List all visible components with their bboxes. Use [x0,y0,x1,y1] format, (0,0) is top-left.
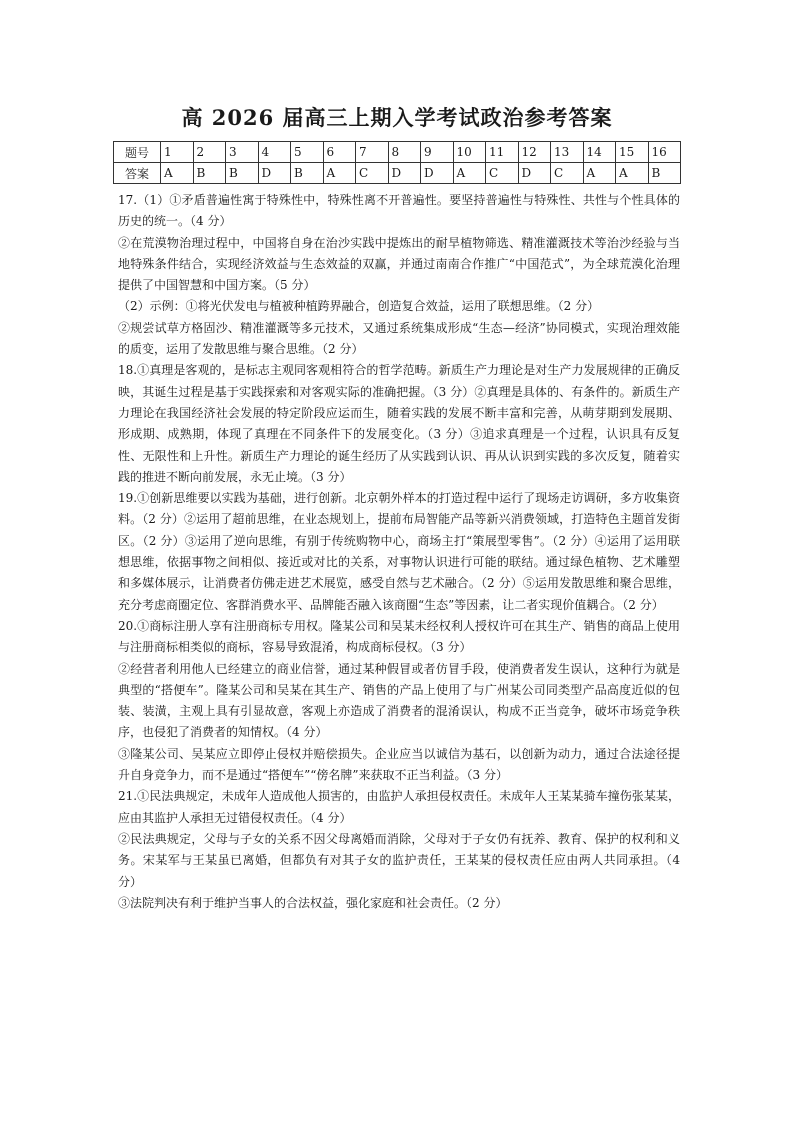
answer-cell: A [616,163,649,184]
question-number-cell: 14 [583,142,616,163]
answer-cell: C [486,163,519,184]
answer-cell: B [291,163,324,184]
question-number-cell: 2 [193,142,226,163]
answer-cell: B [193,163,226,184]
answer-paragraph: 18.①真理是客观的，是标志主观同客观相符合的哲学范畴。新质生产力理论是对生产力发展规律的正确反映，其诞生过程是基于实践探索和对客观实际的准确把握。（3 分）②真理是具体的、有条件的。新质生产力理论在我国经济社会发展的特定阶段应运而生，随着实践的发展不断丰富和完善，从萌芽期到发展期、形成期、成熟期，体现了真理在不同条件下的发展变化。（3 分）③追求真理是一个过程，认识具有反复性、无限性和上升性。新质生产力理论的诞生经历了从实践到认识、再从认识到实践的多次反复，随着实践的推进不断向前发展，永无止境。（3 分） [118,363,680,484]
question-number-cell: 10 [453,142,486,163]
question-number-cell: 15 [616,142,649,163]
row-label-question-number: 题号 [114,142,161,163]
answer-paragraph: 21.①民法典规定，未成年人造成他人损害的，由监护人承担侵权责任。未成年人王某某骑车撞伤张某某，应由其监护人承担无过错侵权责任。（4 分） [118,789,680,825]
question-number-cell: 16 [648,142,681,163]
question-number-cell: 13 [551,142,584,163]
question-number-cell: 8 [388,142,421,163]
answer-cell: A [583,163,616,184]
answer-row [114,163,681,184]
page-title: 高 2026 届高三上期入学考试政治参考答案 [181,105,613,130]
question-number-cell: 7 [356,142,389,163]
answer-paragraph: ②经营者利用他人已经建立的商业信誉，通过某种假冒或者仿冒手段，使消费者发生误认，这种行为就是典型的“搭便车”。隆某公司和吴某在其生产、销售的产品上使用了与广州某公司同类型产品高度近似的包装、装潢，主观上具有引显故意，客观上亦造成了消费者的混淆误认，构成不正当竞争，破坏市场竞争秩序，也侵犯了消费者的知情权。（4 分） [118,661,680,740]
answer-paragraph: ②规尝试草方格固沙、精准灌溉等多元技术，又通过系统集成形成“生态—经济”协同模式，实现治理效能的质变，运用了发散思维与聚合思维。（2 分） [118,320,680,357]
question-number-cell: 1 [161,142,194,163]
answer-cell: A [161,163,194,184]
answer-cell: A [453,163,486,184]
answer-table [113,141,681,184]
answer-cell: D [258,163,291,184]
row-label-answer: 答案 [114,163,161,184]
question-number-cell: 3 [226,142,259,163]
answer-paragraph: 17.（1）①矛盾普遍性寓于特殊性中，特殊性离不开普遍性。要坚持普遍性与特殊性、共性与个性具体的历史的统一。（4 分） [118,193,680,229]
answer-explanations [118,190,680,914]
answer-paragraph: ②民法典规定，父母与子女的关系不因父母离婚而消除，父母对于子女仍有抚养、教育、保护的权利和义务。宋某军与王某虽已离婚，但都负有对其子女的监护责任，王某某的侵权责任应由两人共同承担。（4 分） [118,831,680,889]
answer-cell: D [388,163,421,184]
answer-cell: B [226,163,259,184]
answer-cell: D [421,163,454,184]
answer-paragraph: ②在荒漠物治理过程中，中国将自身在治沙实践中提炼出的耐旱植物筛选、精准灌溉技术等治沙经验与当地特殊条件结合，实现经济效益与生态效益的双赢，并通过南南合作推广“中国范式”，为全球荒漠化治理提供了中国智慧和中国方案。（5 分） [118,235,680,293]
answer-cell: B [648,163,681,184]
answer-paragraph: ③隆某公司、吴某应立即停止侵权并赔偿损失。企业应当以诚信为基石，以创新为动力，通过合法途径提升自身竞争力，而不是通过“搭便车”“傍名牌”来获取不正当利益。（3 分） [118,746,680,783]
question-number-cell: 6 [323,142,356,163]
answer-cell: C [356,163,389,184]
answer-cell: D [518,163,551,184]
question-number-cell: 5 [291,142,324,163]
answer-paragraph: 19.①创新思维要以实践为基础，进行创新。北京朝外样本的打造过程中运行了现场走访调研，多方收集资料。（2 分）②运用了超前思维，在业态规划上，提前布局智能产品等新兴消费领域，打造特色主题首发街区。（2 分）③运用了逆向思维，有别于传统购物中心，商场主打“策展型零售”。（2 分）④运用了运用联想思维，依据事物之间相似、接近或对比的关系，对事物认识进行可能的联结。通过绿色植物、艺术雕塑和多媒体展示，让消费者仿佛走进艺术展览，感受自然与艺术融合。（2 分）⑤运用发散思维和聚合思维，充分考虑商圈定位、客群消费水平、品牌能否融入该商圈“生态”等因素，让二者实现价值耦合。（2 分） [118,491,680,612]
question-number-cell: 9 [421,142,454,163]
question-number-cell: 4 [258,142,291,163]
question-number-cell: 12 [518,142,551,163]
question-number-row [114,142,681,163]
answer-cell: C [551,163,584,184]
answer-paragraph: （2）示例：①将光伏发电与植被种植跨界融合，创造复合效益，运用了联想思维。（2 分） [118,299,600,314]
answer-paragraph: 20.①商标注册人享有注册商标专用权。隆某公司和吴某未经权利人授权许可在其生产、销售的商品上使用与注册商标相类似的商标，容易导致混淆，构成商标侵权。（3 分） [118,618,680,655]
question-number-cell: 11 [486,142,519,163]
answer-cell: A [323,163,356,184]
answer-paragraph: ③法院判决有利于维护当事人的合法权益，强化家庭和社会责任。（2 分） [118,895,508,910]
